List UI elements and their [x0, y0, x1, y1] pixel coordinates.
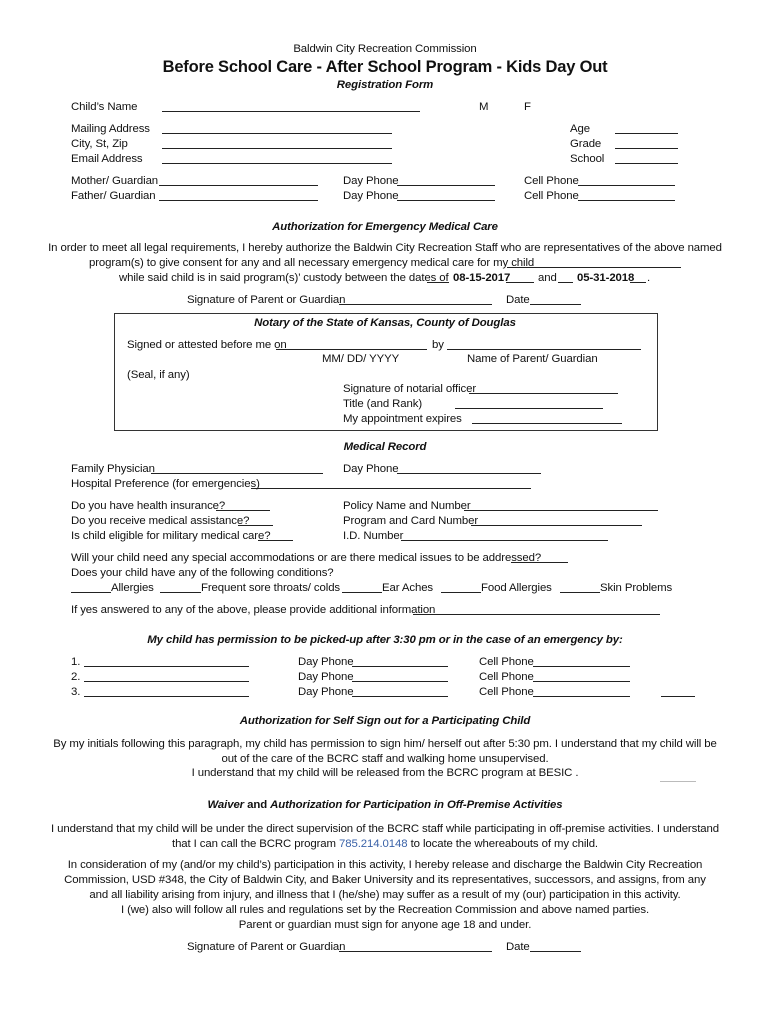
self-sign-heading: Authorization for Self Sign out for a Participating Child	[239, 715, 531, 727]
grade-field[interactable]	[615, 148, 678, 149]
conditions-question: Does your child have any of the following conditions?	[71, 567, 334, 579]
additional-info-label: If yes answered to any of the above, please provide additional information	[71, 604, 436, 616]
pickup-2-name-field[interactable]	[84, 681, 249, 682]
form-subtitle: Registration Form	[336, 79, 434, 91]
pickup-3-day-phone-label: Day Phone	[298, 686, 354, 698]
period-mark: .	[647, 272, 651, 284]
date-start-value: 08-15-2017	[453, 272, 511, 284]
military-care-label: Is child eligible for military medical care?	[71, 530, 271, 542]
emergency-date-field[interactable]	[530, 304, 581, 305]
gender-m-option[interactable]: M	[479, 101, 489, 113]
waiver-call-text: that I can call the BCRC program	[172, 838, 336, 850]
additional-info-field[interactable]	[413, 614, 660, 615]
father-day-phone-label: Day Phone	[343, 190, 399, 202]
family-physician-field[interactable]	[151, 473, 323, 474]
email-address-field[interactable]	[162, 163, 392, 164]
emergency-date-label: Date	[506, 294, 530, 306]
medical-record-heading: Medical Record	[343, 441, 427, 453]
waiver-heading	[0, 798, 770, 812]
condition-allergies: Allergies	[111, 582, 154, 594]
mother-cell-phone-label: Cell Phone	[524, 175, 579, 187]
waiver-heading-and: and	[244, 799, 271, 811]
mother-guardian-label: Mother/ Guardian	[71, 175, 159, 187]
pickup-number-2: 2.	[71, 671, 81, 683]
self-sign-initials-field[interactable]	[660, 781, 696, 782]
pickup-2-day-phone-label: Day Phone	[298, 671, 354, 683]
notary-seal-label: (Seal, if any)	[127, 369, 190, 381]
organization-name: Baldwin City Recreation Commission	[293, 43, 477, 55]
emergency-text-line-1: In order to meet all legal requirements, I hereby authorize the Baldwin City Recreation Staff who are representatives of the above named	[48, 242, 722, 254]
waiver-p2-line-3: and all liability arising from injury, and illness that I (he/she) may suffer as a result of my (our) participation in this activity.	[89, 889, 681, 901]
emergency-child-name-field[interactable]	[507, 267, 681, 268]
grade-label: Grade	[570, 138, 602, 150]
father-day-phone-field[interactable]	[397, 200, 495, 201]
emergency-signature-label: Signature of Parent or Guardian	[187, 294, 346, 306]
notary-parent-caption: Name of Parent/ Guardian	[467, 353, 598, 365]
pickup-3-cell-phone-label: Cell Phone	[479, 686, 534, 698]
date-end-underline	[630, 282, 646, 283]
waiver-p2-line-5: Parent or guardian must sign for anyone age 18 and under.	[238, 919, 532, 931]
waiver-p2-line-4: I (we) also will follow all rules and regulations set by the Recreation Commission and above named parties.	[120, 904, 650, 916]
policy-field[interactable]	[464, 510, 658, 511]
date-start-underline	[506, 282, 534, 283]
father-cell-phone-field[interactable]	[578, 200, 675, 201]
program-card-field[interactable]	[471, 525, 642, 526]
military-care-field[interactable]	[258, 540, 293, 541]
notary-title-label: Title (and Rank)	[343, 398, 423, 410]
father-guardian-field[interactable]	[159, 200, 318, 201]
waiver-signature-label: Signature of Parent or Guardian	[187, 941, 346, 953]
father-guardian-label: Father/ Guardian	[71, 190, 156, 202]
pickup-2-cell-phone-label: Cell Phone	[479, 671, 534, 683]
notary-officer-sig-field[interactable]	[469, 393, 618, 394]
form-title: Before School Care - After School Program - Kids Day Out	[162, 58, 608, 76]
gender-f-option[interactable]: F	[524, 101, 531, 113]
condition-food-allergies: Food Allergies	[481, 582, 552, 594]
waiver-p2-line-2: Commission, USD #348, the City of Baldwin City, and Baker University and its representatives, successors, and assigns, from any	[64, 874, 706, 886]
policy-label: Policy Name and Number	[343, 500, 471, 512]
waiver-p1-line-2	[0, 837, 770, 851]
waiver-heading-a: Waiver	[207, 799, 245, 811]
email-address-label: Email Address	[71, 153, 143, 165]
waiver-date-field[interactable]	[530, 951, 581, 952]
pickup-1-day-phone-label: Day Phone	[298, 656, 354, 668]
pickup-3-name-field[interactable]	[84, 696, 249, 697]
physician-day-phone-label: Day Phone	[343, 463, 399, 475]
pickup-2-day-phone-field[interactable]	[352, 681, 448, 682]
program-card-label: Program and Card Number	[343, 515, 479, 527]
emergency-text-line-3: while said child is in said program(s)’ custody between the dates of	[119, 272, 449, 284]
mother-day-phone-field[interactable]	[397, 185, 495, 186]
pickup-1-name-field[interactable]	[84, 666, 249, 667]
mother-day-phone-label: Day Phone	[343, 175, 399, 187]
mailing-address-field[interactable]	[162, 133, 392, 134]
self-sign-line-2: out of the care of the BCRC staff and walking home unsupervised.	[221, 753, 549, 765]
pickup-number-1: 1.	[71, 656, 81, 668]
waiver-date-label: Date	[506, 941, 530, 953]
pickup-3-day-phone-field[interactable]	[352, 696, 448, 697]
self-sign-line-1: By my initials following this paragraph, my child has permission to sign him/ herself out after 5:30 pm. I understand that my child will be	[53, 738, 717, 750]
emergency-signature-field[interactable]	[339, 304, 492, 305]
notary-title-field[interactable]	[455, 408, 603, 409]
waiver-locate-text: to locate the whereabouts of my child.	[410, 838, 598, 850]
notary-expires-label: My appointment expires	[343, 413, 462, 425]
school-label: School	[570, 153, 605, 165]
notary-heading: Notary of the State of Kansas, County of Douglas	[254, 317, 516, 329]
notary-date-format: MM/ DD/ YYYY	[322, 353, 400, 365]
waiver-heading-c: Authorization for Participation in Off-Premise Activities	[270, 799, 563, 811]
notary-date-field[interactable]	[276, 349, 427, 350]
self-sign-line-3: I understand that my child will be released from the BCRC program at BESIC .	[191, 767, 579, 779]
dates-and-label: and	[538, 272, 557, 284]
pickup-1-cell-phone-label: Cell Phone	[479, 656, 534, 668]
pickup-2-cell-phone-field[interactable]	[533, 681, 630, 682]
pickup-1-day-phone-field[interactable]	[352, 666, 448, 667]
allergies-field[interactable]	[71, 592, 111, 593]
father-cell-phone-label: Cell Phone	[524, 190, 579, 202]
id-number-label: I.D. Number	[343, 530, 404, 542]
age-label: Age	[570, 123, 590, 135]
condition-ear-aches: Ear Aches	[382, 582, 434, 594]
city-state-zip-field[interactable]	[162, 148, 392, 149]
food-allergies-field[interactable]	[441, 592, 481, 593]
hospital-preference-field[interactable]	[251, 488, 531, 489]
school-field[interactable]	[615, 163, 678, 164]
condition-skin-problems: Skin Problems	[600, 582, 673, 594]
age-field[interactable]	[615, 133, 678, 134]
sore-throats-field[interactable]	[160, 592, 201, 593]
notary-signed-label: Signed or attested before me on	[127, 339, 287, 351]
bcrc-phone-number[interactable]: 785.214.0148	[339, 838, 408, 850]
childs-name-label: Child’s Name	[71, 101, 138, 113]
pickup-1-cell-phone-field[interactable]	[533, 666, 630, 667]
notary-expires-field[interactable]	[472, 423, 622, 424]
waiver-signature-field[interactable]	[339, 951, 492, 952]
notary-officer-sig-label: Signature of notarial officer	[343, 383, 477, 395]
date-end-value: 05-31-2018	[577, 272, 635, 284]
pickup-number-3: 3.	[71, 686, 81, 698]
date-end-blank	[558, 282, 573, 283]
special-accommodations-question: Will your child need any special accommodations or are there medical issues to be addressed?	[71, 552, 542, 564]
ear-aches-field[interactable]	[342, 592, 382, 593]
city-state-zip-label: City, St, Zip	[71, 138, 128, 150]
id-number-field[interactable]	[401, 540, 608, 541]
hospital-preference-label: Hospital Preference (for emergencies)	[71, 478, 260, 490]
mother-cell-phone-field[interactable]	[578, 185, 675, 186]
medical-assistance-field[interactable]	[238, 525, 273, 526]
health-insurance-label: Do you have health insurance?	[71, 500, 226, 512]
emergency-care-heading: Authorization for Emergency Medical Care	[272, 221, 498, 233]
special-accommodations-field[interactable]	[511, 562, 568, 563]
pickup-3-cell-phone-field[interactable]	[533, 696, 630, 697]
pickup-initials-field[interactable]	[661, 696, 695, 697]
emergency-text-line-2: program(s) to give consent for any and all necessary emergency medical care for my child	[89, 257, 535, 269]
date-start-blank	[427, 282, 449, 283]
pickup-heading: My child has permission to be picked-up after 3:30 pm or in the case of an emergency by:	[147, 634, 623, 646]
physician-day-phone-field[interactable]	[397, 473, 541, 474]
medical-assistance-label: Do you receive medical assistance?	[71, 515, 250, 527]
waiver-p2-line-1: In consideration of my (and/or my child’s) participation in this activity, I hereby release and discharge the Baldwin City Recreation	[67, 859, 703, 871]
childs-name-field[interactable]	[162, 111, 420, 112]
notary-by-label: by	[432, 339, 444, 351]
mailing-address-label: Mailing Address	[71, 123, 150, 135]
waiver-p1-line-1: I understand that my child will be under the direct supervision of the BCRC staff while participating in off-premise activities. I understand	[51, 823, 719, 835]
health-insurance-field[interactable]	[216, 510, 270, 511]
family-physician-label: Family Physician	[71, 463, 155, 475]
mother-guardian-field[interactable]	[159, 185, 318, 186]
condition-sore-throats: Frequent sore throats/ colds	[201, 582, 341, 594]
notary-parent-name-field[interactable]	[447, 349, 641, 350]
skin-problems-field[interactable]	[560, 592, 600, 593]
